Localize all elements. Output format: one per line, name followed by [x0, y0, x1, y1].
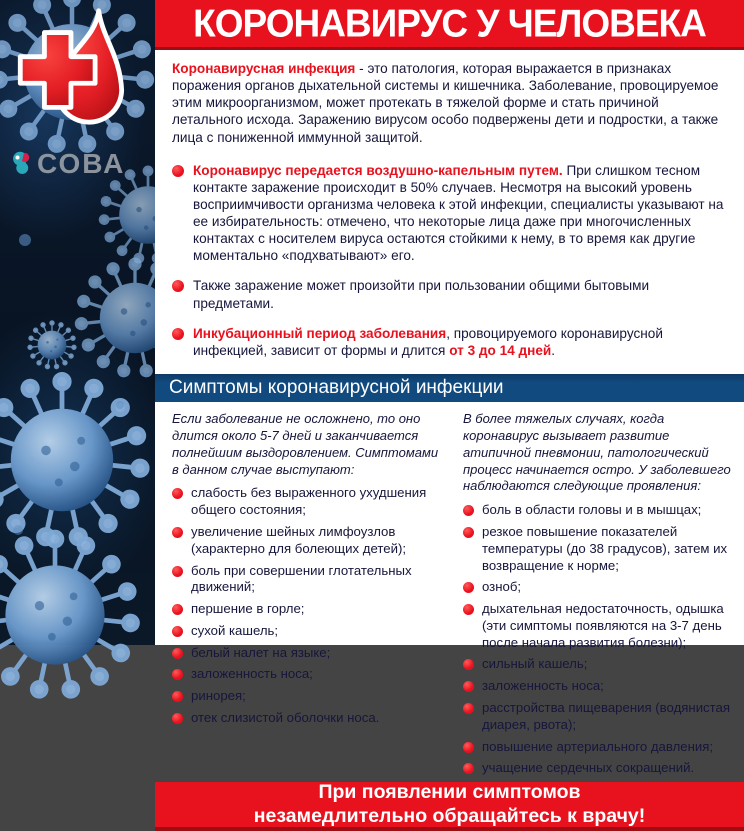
- symptom-text: резкое повышение показателей температуры (до 38 градусов), затем их возвращение к норме;: [482, 524, 728, 573]
- list-item: [172, 645, 441, 662]
- fact-highlight: от 3 до 14 дней: [449, 342, 552, 358]
- symptom-text: увеличение шейных лимфоузлов (характерно для болеющих детей);: [191, 523, 407, 556]
- left-symptoms-list: [172, 485, 441, 726]
- list-item: [172, 688, 441, 705]
- bullet-icon: [172, 691, 183, 702]
- cta-line2: незамедлительно обращайтесь к врачу!: [253, 804, 646, 827]
- list-item: [172, 524, 441, 558]
- list-item: [172, 601, 441, 618]
- left-column-intro: Если заболевание не осложнено, то оно длится около 5-7 дней и заканчивается полнейшим выздоровлением. Симптомами в данном случае выступают:: [172, 410, 439, 477]
- bullet-icon: [463, 763, 474, 774]
- logo-text: СОВА: [37, 148, 126, 179]
- list-item: [463, 678, 732, 695]
- cta-line1: При появлении симптомов: [318, 781, 581, 804]
- fact-body: Также заражение может произойти при пользовании общими бытовыми предметами.: [193, 278, 650, 311]
- bullet-icon: [463, 527, 474, 538]
- bullet-icon: [463, 505, 474, 516]
- symptoms-left-column: [172, 411, 441, 782]
- owl-icon: [10, 150, 32, 178]
- fact-body: При слишком тесном контакте заражение происходит в 50% случаев. Несмотря на высокий уровень восприимчивости организма человека к этой инфекции, специалисты указывают на ее избирательность: отмечено, что некоторые лица даже при многочисленных контактах с носителем вируса остаются стойкими к нему, в то время как другие моментально «подхватывают» его.: [193, 162, 724, 264]
- list-item: [172, 623, 441, 640]
- symptom-text: учащение сердечных сокращений.: [482, 760, 695, 776]
- list-item: [172, 710, 441, 727]
- symptom-text: заложенность носа;: [482, 678, 604, 694]
- bullet-icon: [172, 527, 183, 538]
- call-to-action-banner: [155, 782, 744, 831]
- symptom-text: отек слизистой оболочки носа.: [191, 709, 380, 725]
- list-item: [172, 277, 730, 311]
- facts-list: [155, 148, 744, 372]
- bullet-icon: [463, 604, 474, 615]
- fact-text: [193, 162, 730, 265]
- sova-logo: [10, 148, 125, 180]
- symptom-text: белый налет на языке;: [191, 644, 331, 660]
- fact-text: [193, 325, 730, 359]
- symptom-text: дыхательная недостаточность, одышка (эти симптомы появляются на 3-7 день после начала развития болезни);: [482, 601, 724, 650]
- right-symptoms-list: [463, 502, 732, 777]
- list-item: [463, 760, 732, 777]
- symptom-text: першение в горле;: [191, 601, 305, 617]
- intro-lead: Коронавирусная инфекция: [172, 61, 356, 76]
- symptom-text: озноб;: [482, 579, 522, 595]
- symptom-text: сухой кашель;: [191, 622, 279, 638]
- bullet-icon: [463, 659, 474, 670]
- fact-body: , провоцируемого коронавирусной инфекцией, зависит от формы и длится: [193, 325, 663, 358]
- fact-lead: Коронавирус передается воздушно-капельным путем.: [193, 162, 563, 178]
- list-item: [463, 700, 732, 734]
- list-item: [172, 666, 441, 683]
- bullet-icon: [172, 648, 183, 659]
- bullet-icon: [172, 488, 183, 499]
- fact-lead: Инкубационный период заболевания: [193, 325, 447, 341]
- list-item: [463, 656, 732, 673]
- symptom-text: заложенность носа;: [191, 666, 313, 682]
- right-column-intro: В более тяжелых случаях, когда коронавирус вызывает развитие атипичной пневмонии, патологический процесс начинается остро. У заболевшего наблюдаются следующие проявления:: [463, 410, 731, 494]
- bullet-icon: [172, 604, 183, 615]
- symptoms-right-column: [463, 411, 732, 782]
- bullet-icon: [463, 582, 474, 593]
- list-item: [463, 524, 732, 574]
- sidebar: [0, 0, 155, 645]
- list-item: [172, 563, 441, 597]
- main-content: [155, 0, 744, 827]
- fact-tail: .: [551, 342, 556, 358]
- list-item: [172, 162, 730, 265]
- bullet-icon: [463, 681, 474, 692]
- page-title: КОРОНАВИРУС У ЧЕЛОВЕКА: [193, 1, 706, 45]
- symptom-text: ринорея;: [191, 688, 246, 704]
- fact-text: [193, 277, 730, 311]
- symptoms-columns: [155, 402, 744, 782]
- list-item: [463, 502, 732, 519]
- bullet-icon: [172, 669, 183, 680]
- bullet-icon: [172, 566, 183, 577]
- bullet-icon: [463, 742, 474, 753]
- symptom-text: повышение артериального давления;: [482, 738, 714, 754]
- symptom-text: расстройства пищеварения (водянистая диарея, рвота);: [482, 699, 731, 732]
- list-item: [172, 485, 441, 519]
- bullet-icon: [172, 328, 184, 340]
- bullet-icon: [463, 703, 474, 714]
- list-item: [463, 579, 732, 596]
- title-banner: [155, 0, 744, 50]
- bullet-icon: [172, 713, 183, 724]
- intro-text: - это патология, которая выражается в признаках поражения органов дыхательной системы и кишечника. Заболевание, провоцируемое этим микроорганизмом, может протекать в тяжелой форме и стать причиной летального исхода. Заражению вирусом особо подвержены дети и подростки, а также лица с пониженной иммунной защитой.: [172, 61, 719, 145]
- list-item: [463, 739, 732, 756]
- symptom-text: сильный кашель;: [482, 656, 588, 672]
- symptoms-section-header: [155, 374, 744, 402]
- symptom-text: боль в области головы и в мышцах;: [482, 502, 702, 518]
- list-item: [172, 325, 730, 359]
- intro-paragraph: [155, 50, 744, 148]
- section-title: Симптомы коронавирусной инфекции: [169, 376, 504, 398]
- bullet-icon: [172, 165, 184, 177]
- symptom-text: слабость без выраженного ухудшения общего состояния;: [191, 485, 427, 518]
- bullet-icon: [172, 280, 184, 292]
- blood-drop-cross-icon: [4, 6, 150, 146]
- list-item: [463, 601, 732, 651]
- symptom-text: боль при совершении глотательных движений;: [191, 562, 412, 595]
- bullet-icon: [172, 626, 183, 637]
